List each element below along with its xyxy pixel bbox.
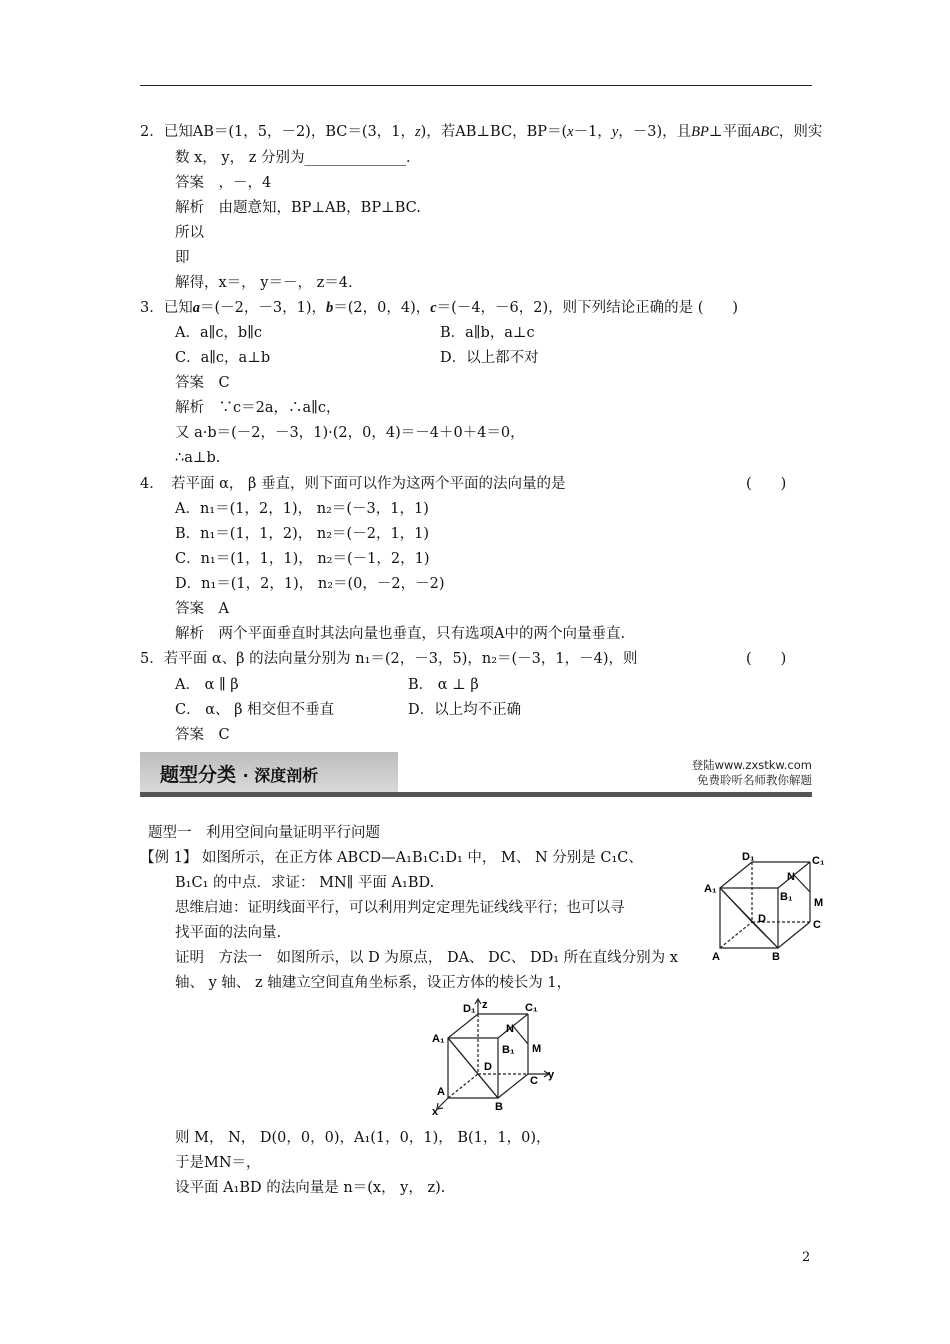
fig2-label-b: B [495, 1101, 503, 1113]
example-line-5: 证明 方法一 如图所示，以 D 为原点， DA、 DC、 DD₁ 所在直线分别为 x [175, 950, 678, 966]
example-line-6: 轴、 y 轴、 z 轴建立空间直角坐标系，设正方体的棱长为 1， [175, 975, 572, 991]
coordinate-cube-figure [430, 998, 565, 1118]
fig2-label-n: N [506, 1023, 514, 1035]
q2-solution-2: 所以 [175, 225, 204, 241]
q2-answer: 答案 ，－，4 [175, 175, 272, 191]
example-line-1: 【例 1】 如图所示，在正方体 ABCD—A₁B₁C₁D₁ 中， M、 N 分别是 C₁C、 [140, 850, 643, 866]
header-rule [140, 85, 812, 86]
q5-option-a: A． α ∥ β [175, 677, 239, 693]
q5-option-d: D．以上均不正确 [408, 702, 522, 718]
fig2-label-c: C [530, 1075, 538, 1087]
fig1-label-c1: C₁ [812, 855, 825, 867]
section-banner [140, 752, 812, 798]
q3-option-c: C．a∥c，a⊥b [175, 350, 271, 366]
q4-option-b: B．n₁＝(1，1，2)， n₂＝(－2，1，1) [175, 526, 430, 542]
banner-rule [140, 792, 812, 797]
fig2-label-d1: D₁ [463, 1003, 476, 1015]
fig2-label-d: D [484, 1061, 492, 1073]
fig2-label-a: A [437, 1086, 445, 1098]
q3-option-b: B．a∥b，a⊥c [440, 325, 535, 341]
fig2-label-m: M [532, 1043, 542, 1055]
q2-solution-4: 解得，x＝， y＝－， z＝4. [175, 275, 353, 291]
q5-answer-blank: ( ) [746, 651, 787, 667]
q4-option-d: D．n₁＝(1，2，1)， n₂＝(0，－2，－2) [175, 576, 445, 592]
fig1-label-n: N [787, 871, 795, 883]
example-line-9: 设平面 A₁BD 的法向量是 n＝(x， y， z). [175, 1180, 446, 1196]
q5-option-b: B． α ⊥ β [408, 677, 479, 693]
example-line-2: B₁C₁ 的中点．求证： MN∥ 平面 A₁BD. [175, 875, 435, 891]
q2-solution-3: 即 [175, 250, 190, 266]
q3-solution-2: 又 a·b＝(－2，－3，1)·(2，0，4)＝－4＋0＋4＝0， [175, 425, 525, 441]
q4-option-c: C．n₁＝(1，1，1)， n₂＝(－1，2，1) [175, 551, 430, 567]
q3-answer: 答案 C [175, 375, 230, 391]
q3-solution-1: 解析 ∵c＝2a，∴a∥c， [175, 400, 341, 416]
example-line-7: 则 M， N， D(0，0，0)，A₁(1，0，1)， B(1，1，0)， [175, 1130, 551, 1146]
fig2-label-z: z [482, 999, 488, 1011]
fig2-label-c1: C₁ [525, 1002, 538, 1014]
fig2-label-b1: B₁ [502, 1044, 515, 1056]
q5-stem: 5．若平面 α、β 的法向量分别为 n₁＝(2，－3，5)，n₂＝(－3，1，－4)，则 [140, 651, 638, 667]
q2-stem-line2: 数 x， y， z 分别为______________． [175, 150, 421, 166]
q4-solution: 解析 两个平面垂直时其法向量也垂直，只有选项A中的两个向量垂直. [175, 626, 626, 642]
fig1-label-b: B [772, 951, 780, 963]
fig1-label-m: M [814, 897, 824, 909]
q4-stem: 4． 若平面 α， β 垂直，则下面可以作为这两个平面的法向量的是 [140, 476, 566, 492]
fig1-label-c: C [813, 919, 821, 931]
q5-option-c: C． α、 β 相交但不垂直 [175, 702, 335, 718]
q4-answer: 答案 A [175, 601, 229, 617]
fig1-label-b1: B₁ [780, 891, 793, 903]
q3-option-a: A．a∥c，b∥c [175, 325, 263, 341]
fig1-label-d: D [758, 913, 766, 925]
q4-option-a: A．n₁＝(1，2，1)， n₂＝(－3，1，1) [175, 501, 429, 517]
q3-stem: 3．已知a＝(－2，－3，1)，b＝(2，0，4)，c＝(－4，－6，2)，则下列结论正确的是 ( ) [140, 300, 739, 316]
type-title: 题型一 利用空间向量证明平行问题 [148, 825, 380, 841]
fig1-label-d1: D₁ [742, 851, 755, 863]
example-line-3: 思维启迪：证明线面平行，可以利用判定定理先证线线平行；也可以寻 [175, 900, 625, 916]
fig1-label-a: A [712, 951, 720, 963]
q2-solution-1: 解析 由题意知，BP⊥AB，BP⊥BC. [175, 200, 421, 216]
fig2-label-y: y [548, 1069, 555, 1081]
example-line-4: 找平面的法向量. [175, 925, 282, 941]
fig2-label-a1: A₁ [432, 1033, 445, 1045]
q3-solution-3: ∴a⊥b. [175, 450, 221, 466]
q3-option-d: D．以上都不对 [440, 350, 539, 366]
fig2-label-x: x [432, 1106, 439, 1118]
site-promo[interactable]: 登陆www.zxstkw.com 免费聆听名师教你解题 [691, 758, 812, 787]
cube-figure [700, 848, 832, 966]
q2-stem-line1: 2．已知AB＝(1，5，－2)，BC＝(3，1，z)，若AB⊥BC，BP＝(x－1，y，－3)，且BP⊥平面ABC，则实 [140, 124, 823, 140]
example-line-8: 于是MN＝， [175, 1155, 261, 1171]
section-title: 题型分类 · 深度剖析 [160, 764, 319, 786]
page-number: 2 [802, 1250, 811, 1265]
fig1-label-a1: A₁ [704, 883, 717, 895]
q5-answer: 答案 C [175, 727, 230, 743]
q4-answer-blank: ( ) [746, 476, 787, 492]
